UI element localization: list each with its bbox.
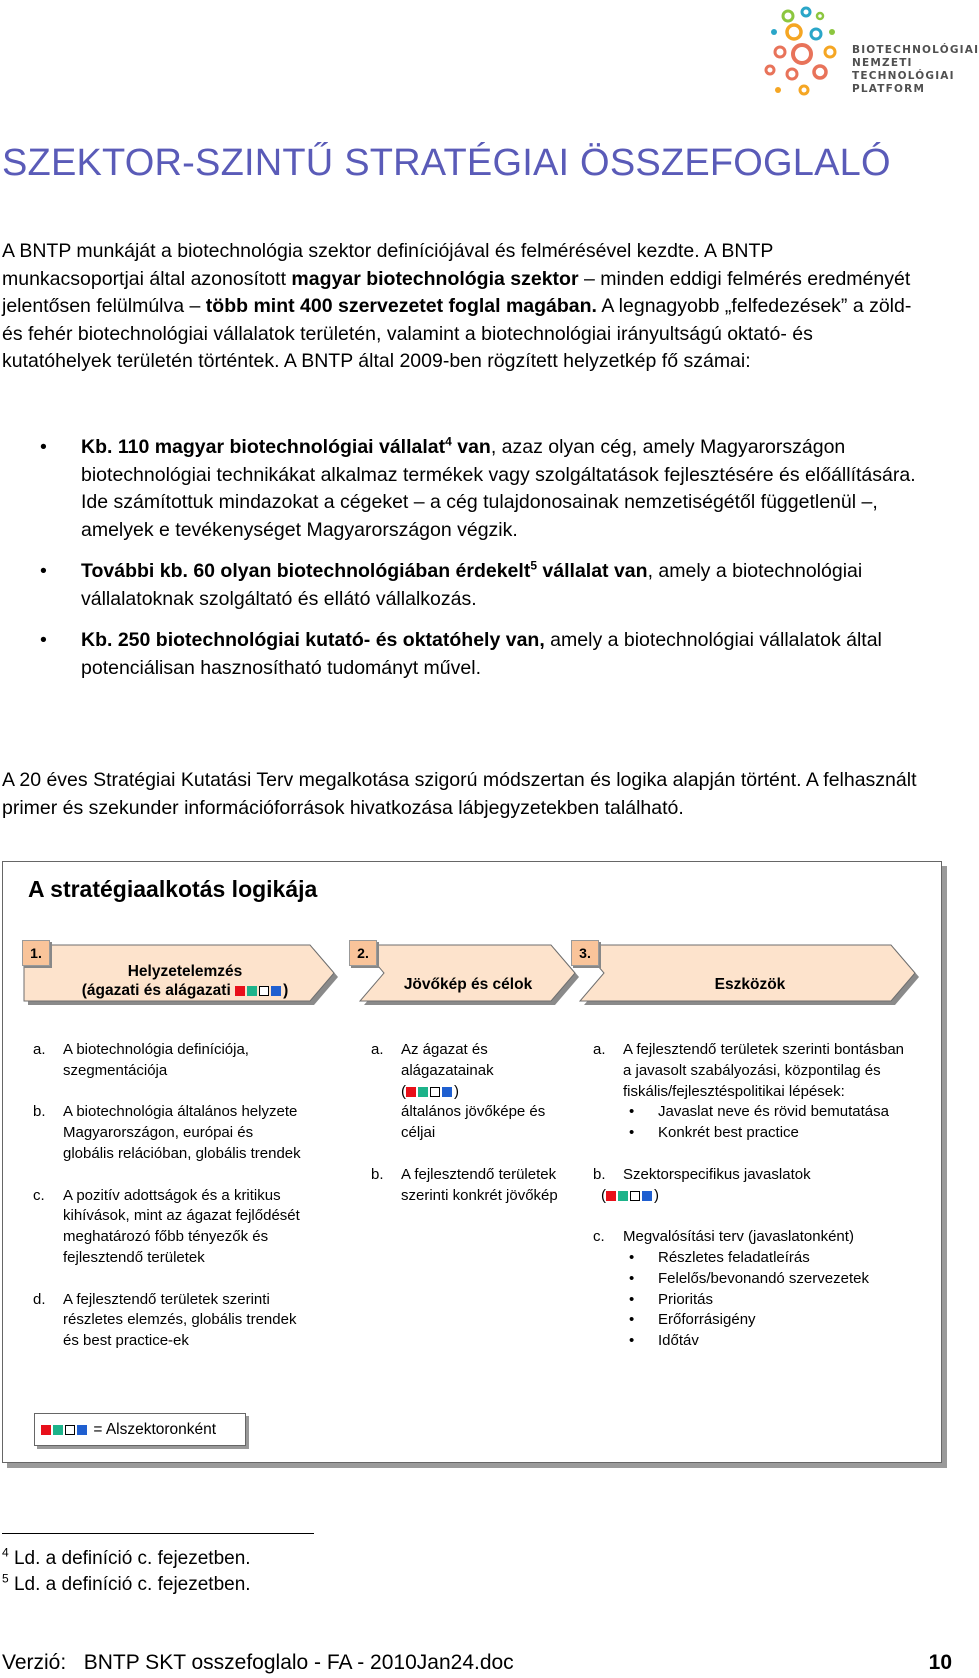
subsector-square-icon [418,1087,428,1097]
sub-list-item: • Erőforrásigény [629,1311,756,1329]
subsector-squares [406,1083,454,1100]
subsector-square-icon [430,1087,440,1097]
method-paragraph: A 20 éves Stratégiai Kutatási Terv megalkotása szigorú módszertan és logika alapján történt. A felhasznált primer és szekunder információforrások hivatkozása lábjegyzetekben található. [2,769,917,819]
list-item: b. Szektorspecifikus javaslatok ( ) [593,1165,811,1204]
bntp-logo-text: BIOTECHNOLÓGIAI NEMZETI TECHNOLÓGIAI PLATFORM [852,44,979,95]
subsector-square-icon [247,986,257,996]
subsector-squares [606,1187,654,1204]
sub-list-item: • Időtáv [629,1332,699,1350]
page-number: 10 [928,1651,952,1674]
subsector-square-icon [77,1425,87,1435]
tools-list [593,1040,913,1352]
footnote-separator [2,1533,314,1534]
bullet-icon: • [40,436,47,458]
step-3-label: Eszközök [714,976,786,993]
list-item: • Kb. 110 magyar biotechnológiai vállalat$^4$ van, azaz olyan cég, amely Magyarországon biotechnológiai technikákat alkalmaz termékek vagy szolgáltatások fejlesztésére és előállítására. Ide számítottuk mindazokat a cégeket – a cég tulajdonosainak nemzetiségétől függetlenül –, amelyek e tevékenységet Magyarországon végzik. [40,434,916,541]
subsector-square-icon [618,1191,628,1201]
footnote-4: $^4$ Ld. a definíció c. fejezetben. [2,1545,251,1569]
sub-list-item: • Konkrét best practice [629,1124,799,1142]
subsector-square-icon [65,1425,75,1435]
subsector-squares [235,982,283,999]
list-item: d. A fejlesztendő területek szerinti részletes elemzés, globális trendek és best practice-ek [33,1290,297,1350]
step-2-label: Jövőkép és célok [403,976,533,993]
list-item: • Kb. 250 biotechnológiai kutató- és oktatóhely van, amely a biotechnológiai vállalatok által potenciálisan hasznosítható tudományt művel. [40,629,882,679]
subsector-square-icon [642,1191,652,1201]
page-title: SZEKTOR-SZINTŰ STRATÉGIAI ÖSSZEFOGLALÓ [2,142,891,184]
step-1-number: 1. [22,940,50,966]
key-figures-list [40,434,920,682]
list-item: a. A biotechnológia definíciója, szegmentációja [33,1041,249,1079]
list-item: • További kb. 60 olyan biotechnológiában érdekelt$^5$ vállalat van, amely a biotechnológiai vállalatoknak szolgáltató és ellátó vállalkozás. [40,558,863,610]
subsector-square-icon [259,986,269,996]
intro-paragraph: A BNTP munkáját a biotechnológia szektor definíciójával és felmérésével kezdte. A BNTP munkacsoportjai által azonosított magyar biotechnológia szektor – minden eddigi felmérés eredményét jelentősen felülmúlva – több mint 400 szervezetet foglal magában. A legnagyobb „felfedezések” a zöld- és fehér biotechnológiai vállalatok területén, valamint a biotechnológiai irányultságú oktató- és kutatóhelyek területén történtek. A BNTP által 2009-ben rögzített helyzetkép fő számai: [2,240,912,372]
subsector-square-icon [630,1191,640,1201]
page-footer: Verzió: BNTP SKT osszefoglalo - FA - 2010Jan24.doc 10 [2,1651,952,1674]
strategy-logic-title: A stratégiaalkotás logikája [28,876,318,902]
subsector-square-icon [406,1087,416,1097]
vision-goals-list [371,1040,561,1206]
list-item: b. A biotechnológia általános helyzete Magyarországon, európai és globális relációban, globális trendek [33,1103,301,1162]
bullet-icon: • [40,560,47,582]
sub-list-item: • Prioritás [629,1290,714,1308]
footnote-5: $^5$ Ld. a definíció c. fejezetben. [2,1571,251,1595]
subsector-square-icon [606,1191,616,1201]
step-1-label: Helyzetelemzés (ágazati és alágazati ) [81,963,289,999]
sub-list-item: • Javaslat neve és rövid bemutatása [629,1103,889,1121]
subsector-square-icon [442,1087,452,1097]
sub-list-item: • Felelős/bevonandó szervezetek [629,1269,869,1287]
subsector-square-icon [235,986,245,996]
list-item: b. A fejlesztendő területek szerinti konkrét jövőkép [371,1165,558,1204]
step-2-number: 2. [349,940,377,966]
bullet-icon: • [40,629,47,651]
list-item: a. Az ágazat és alágazatainak ( ) általános jövőképe és céljai [371,1041,546,1142]
list-item: c. Megvalósítási terv (javaslatonként) • Részletes feladatleírás • Felelős/bevonandó szervezetek • Prioritás • Erőforrásigény • Időtáv [593,1227,913,1352]
sub-list-item: • Részletes feladatleírás [629,1248,810,1266]
list-item: a. A fejlesztendő területek szerinti bontásban a javasolt szabályozási, központilag és fiskális/fejlesztéspolitikai lépések: • Javaslat neve és rövid bemutatása • Konkrét best practice [593,1040,913,1144]
subsector-square-icon [41,1425,51,1435]
subsector-legend: = Alszektoronként [34,1413,246,1446]
subsector-squares [41,1421,89,1438]
situation-analysis-list [33,1040,308,1352]
subsector-square-icon [53,1425,63,1435]
subsector-square-icon [271,986,281,996]
step-3-number: 3. [571,940,599,966]
list-item: c. A pozitív adottságok és a kritikus kihívások, mint az ágazat fejlődését meghatározó főbb tényezők és fejlesztendő területek [33,1186,300,1266]
